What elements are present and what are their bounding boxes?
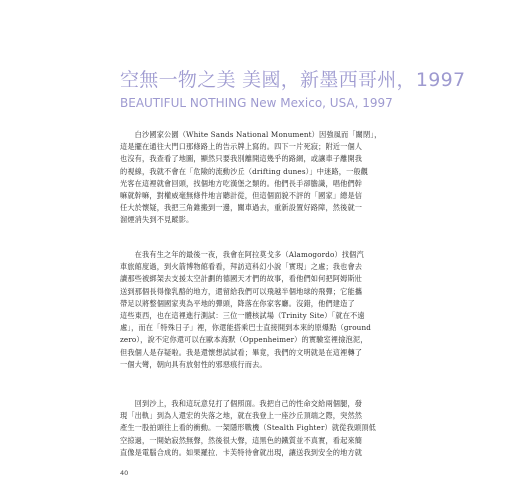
text-line: 這是擺在通往大門口那條路上的告示牌上寫的。四下一片死寂；附近一個人: [120, 142, 363, 152]
text-line: 但我個人是存疑啦。我是還懷想試試看；畢竟，我們的文明就是在這裡轉了: [120, 347, 363, 357]
text-line: 回到沙上，我和這玩意兒打了個照面。我把自己的性命交給兩個腿，發: [120, 399, 363, 408]
text-line: 空掠過，一開始寂然無聲，然後很大聲，這黑色的鐵質並不真實，看起來簡: [120, 435, 363, 445]
chapter-title-english: BEAUTIFUL NOTHING New Mexico, USA, 1997: [120, 96, 393, 110]
page-number: 40: [120, 469, 129, 477]
chapter-title-chinese: 空無一物之美 美國，新墨西哥州，1997: [120, 69, 466, 91]
text-line: 讀那些被綁架去支援太空計劃的德國天才們的故事，看他們如何把阿姆斯壯: [120, 274, 363, 284]
text-line: 一個大彎，朝向具有放射性的邪惡痕行而去。: [120, 359, 267, 369]
body-paragraph-1: [120, 129, 406, 227]
text-line: 的視線，我就不會在「危險的流動沙丘（drifting dunes）」中迷路，一般觀: [120, 166, 369, 176]
text-line: 處」，而在「特殊日子」裡，你還能搭乘巴士直接開到本來的原爆點（ground: [120, 323, 371, 333]
text-line: 產生一股拍頭往上看的衝動。一架隱形戰機（Stealth Fighter）就從我頭頂低: [120, 423, 376, 433]
text-line: 送到那個長得像乳酪的地方，還留給我們可以飛越半個地球的飛彈；它能攜: [120, 286, 363, 296]
text-line: 任大於懷疑，我把三角錐搬到一邊，關車過去，重新設置好路障，然後就一: [120, 203, 363, 213]
body-paragraph-3: [120, 398, 406, 459]
text-line: 嘛就幹嘛，對權威毫無條件地言聽計從，但這個面貌不評的「國家」總是信: [120, 190, 363, 200]
text-line: 直像是電腦合成的。如果羅拉．卡芙特待會就出現，讓送我到安全的地方就: [120, 447, 363, 457]
text-line: 光客在這裡就會回頭，找個地方吃漢堡之類的。他們長手卻膽識，唱他們幹: [120, 178, 363, 188]
text-line: 車旅館度過，到火箭博物館看看，拜訪這科幻小說「實現」之處；我也會去: [120, 262, 363, 272]
text-line: 這些東西，也在這裡進行測試：三位一體核試場（Trinity Site）「就在不遠: [120, 310, 365, 320]
text-line: 帶足以將整個國家夷為平地的彈頭，降落在你家客廳。沒錯，他們建造了: [120, 298, 355, 308]
body-paragraph-2: [120, 249, 406, 371]
text-line: 白沙國家公園（White Sands National Monument）因強風而「關閉」，: [120, 130, 382, 139]
text-line: 在我有生之年的最後一夜，我會在阿拉莫戈多（Alamogordo）找個汽: [120, 250, 364, 259]
text-line: 溜煙消失到不見蹤影。: [120, 215, 194, 225]
text-line: 也沒有，我查看了地圖，顯然只要我別離開這幾乎的路網，或讓車子離開我: [120, 154, 363, 164]
text-line: zero），說不定你還可以在歐本海默（Oppenheimer）的實驗室裡撿泡泥，: [120, 335, 368, 345]
text-line: 現「出軌」到為人還宏的失落之地，就在我登上一座沙丘頂端之際，突然然: [120, 411, 363, 421]
